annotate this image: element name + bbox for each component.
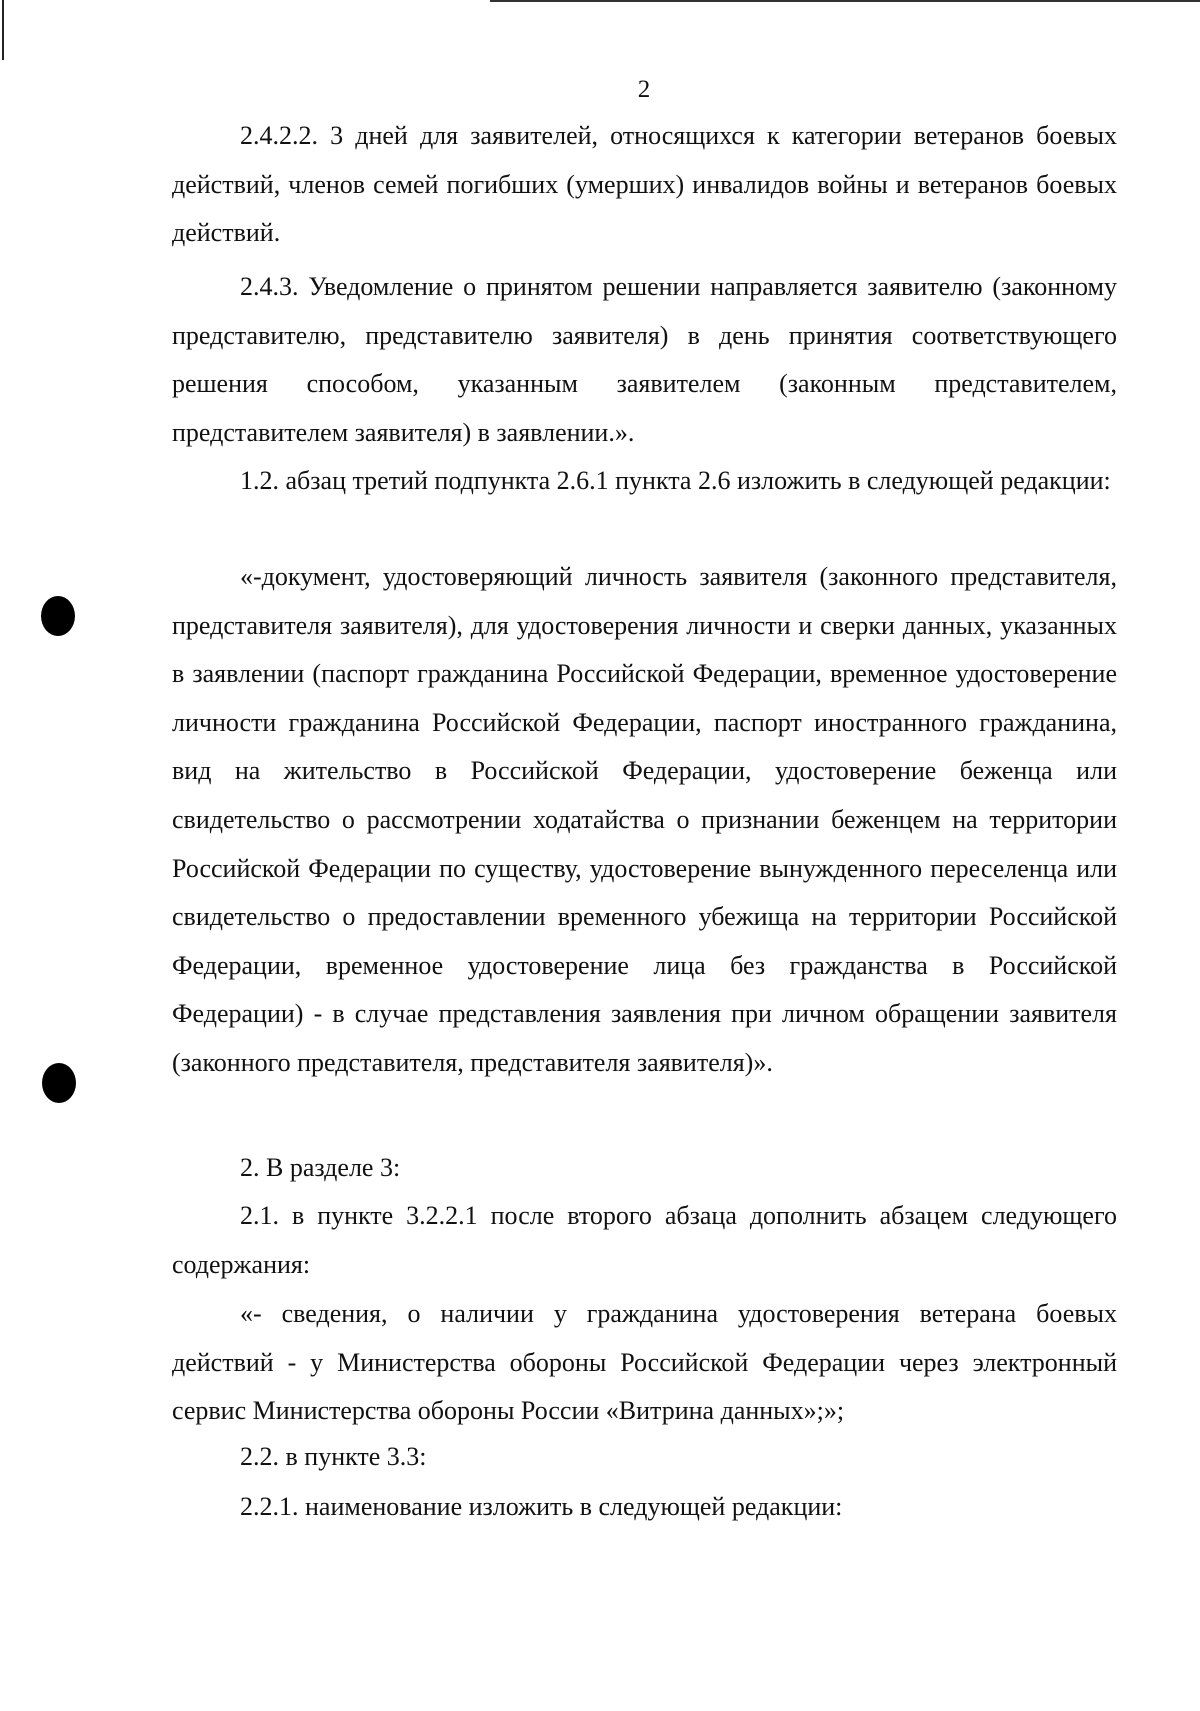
paragraph-text: 2.4.2.2. 3 дней для заявителей, относящихся к категории ветеранов боевых действий, членов семей погибших (умерших) инвалидов войны и ветеранов боевых действий. [172, 121, 1117, 248]
paragraph-text: 2. В разделе 3: [240, 1153, 401, 1182]
paragraph-2-1 [172, 1192, 1117, 1289]
paragraph-section-3 [172, 1144, 1117, 1193]
paragraph-text: «-документ, удостоверяющий личность заявителя (законного представителя, представителя заявителя), для удостоверения личности и сверки данных, указанных в заявлении (паспорт гражданина Российской Федерации, временное удостоверение личности гражданина Российской Федерации, паспорт иностранного гражданина, вид на жительство в Российской Федерации, удостоверение беженца или свидетельство о рассмотрении ходатайства о признании беженцем на территории Российской Федерации по существу, удостоверение вынужденного переселенца или свидетельство о предоставлении временного убежища на территории Российской Федерации, временное удостоверение лица без гражданства в Российской Федерации) - в случае представления заявления при личном обращении заявителя (законного представителя, представителя заявителя)». [172, 562, 1117, 1077]
paragraph-document-list [172, 553, 1117, 1088]
paragraph-1-2 [172, 457, 1117, 506]
scan-edge-left [2, 0, 4, 60]
paragraph-2-4-3 [172, 263, 1117, 457]
scan-edge-top [490, 0, 1200, 2]
paragraph-2-2-1 [172, 1483, 1117, 1532]
paragraph-text: 2.1. в пункте 3.2.2.1 после второго абзаца дополнить абзацем следующего содержания: [172, 1201, 1117, 1279]
paragraph-text: 2.2.1. наименование изложить в следующей редакции: [240, 1492, 843, 1521]
punch-hole-bottom [42, 1063, 76, 1103]
punch-hole-top [41, 596, 75, 636]
paragraph-text: «- сведения, о наличии у гражданина удостоверения ветерана боевых действий - у Министерства обороны Российской Федерации через электронный сервис Министерства обороны России «Витрина данных»;»; [172, 1299, 1117, 1426]
paragraph-2-4-2-2 [172, 112, 1117, 258]
paragraph-veteran-info [172, 1290, 1117, 1436]
paragraph-text: 1.2. абзац третий подпункта 2.6.1 пункта 2.6 изложить в следующей редакции: [240, 466, 1111, 495]
paragraph-text: 2.4.3. Уведомление о принятом решении направляется заявителю (законному представителю, представителю заявителя) в день принятия соответствующего решения способом, указанным заявителем (законным представителем, представителем заявителя) в заявлении.». [172, 272, 1117, 447]
paragraph-text: 2.2. в пункте 3.3: [240, 1442, 427, 1471]
page-number: 2 [637, 76, 651, 103]
paragraph-2-2 [172, 1433, 1117, 1482]
